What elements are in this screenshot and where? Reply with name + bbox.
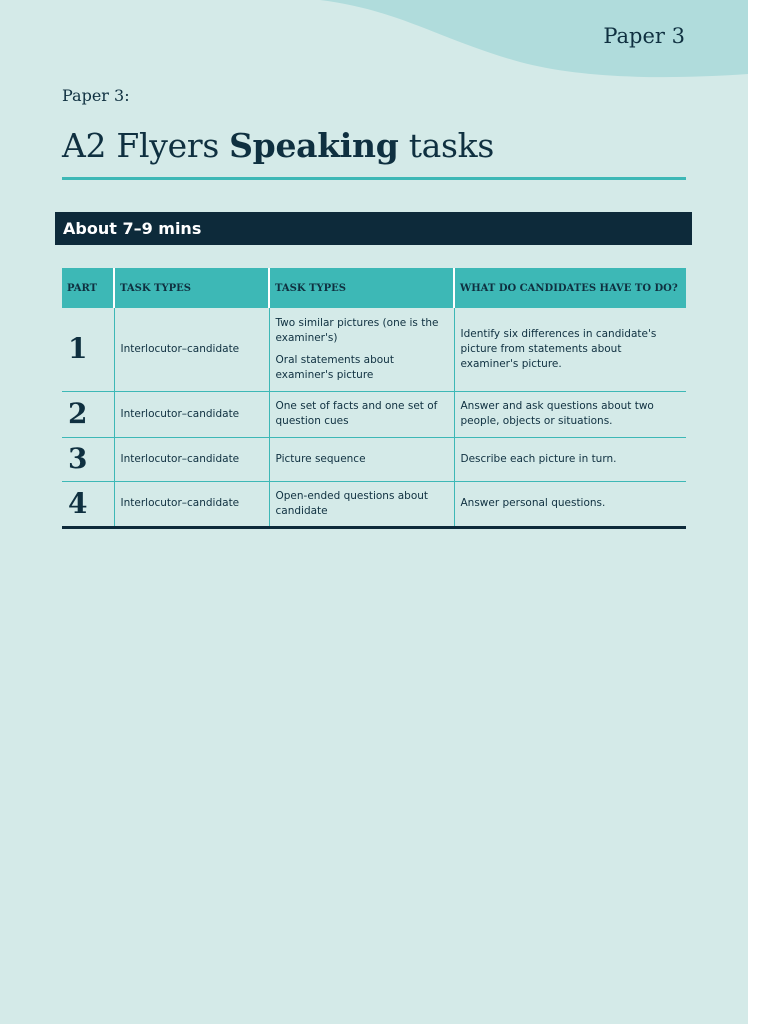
table-row	[62, 437, 686, 481]
part-number: 4	[62, 481, 114, 527]
part-number: 1	[68, 332, 88, 366]
page-margin	[748, 0, 768, 1024]
table-row	[62, 308, 686, 391]
page-title	[62, 126, 494, 165]
running-head: Paper 3	[603, 24, 685, 48]
task-line: Picture sequence	[275, 452, 366, 465]
task-line: Open-ended questions about candidate	[275, 489, 429, 517]
section-eyebrow: Paper 3:	[62, 86, 130, 105]
part-number: 3	[62, 437, 114, 481]
title-part-1: A2 Flyers	[62, 126, 230, 165]
table-header-row	[62, 268, 686, 308]
task-cell	[269, 391, 454, 437]
interaction-cell: Interlocutor–candidate	[114, 481, 269, 527]
column-header-part: PART	[62, 268, 114, 308]
task-cell	[269, 308, 454, 391]
column-header-task-types-2: TASK TYPES	[269, 268, 454, 308]
table-row	[62, 391, 686, 437]
what-cell: Describe each picture in turn.	[454, 437, 686, 481]
column-header-task-types: TASK TYPES	[114, 268, 269, 308]
part-number: 2	[62, 391, 114, 437]
interaction-cell: Interlocutor–candidate	[114, 391, 269, 437]
interaction-cell: Interlocutor–candidate	[114, 437, 269, 481]
task-cell	[269, 481, 454, 527]
duration-banner: About 7–9 mins	[55, 212, 692, 245]
title-part-2: tasks	[398, 126, 494, 165]
title-underline	[62, 177, 686, 180]
task-line: Two similar pictures (one is the examiner's)	[275, 316, 439, 344]
what-cell: Answer and ask questions about two people, objects or situations.	[454, 391, 686, 437]
task-cell	[269, 437, 454, 481]
task-line: One set of facts and one set of question cues	[275, 400, 438, 427]
interaction-cell: Interlocutor–candidate	[114, 308, 269, 391]
title-emphasis: Speaking	[229, 126, 399, 165]
what-cell: Answer personal questions.	[454, 481, 686, 527]
table-row	[62, 481, 686, 527]
task-line: Oral statements about examiner's picture	[275, 353, 394, 381]
what-cell: Identify six differences in candidate's picture from statements about examiner's picture.	[454, 308, 686, 391]
speaking-tasks-table	[62, 268, 686, 529]
column-header-what-to-do: WHAT DO CANDIDATES HAVE TO DO?	[454, 268, 686, 308]
